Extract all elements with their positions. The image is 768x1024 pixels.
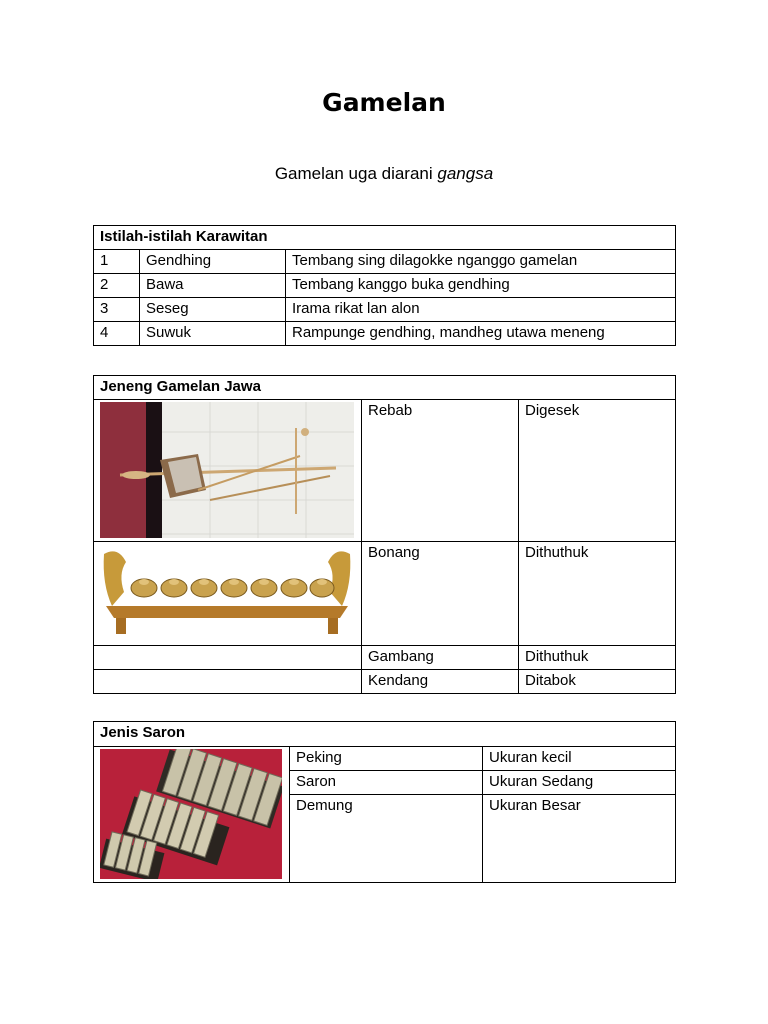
table-row [94,670,676,694]
subtitle-emphasis: gangsa [437,164,494,183]
jeneng-header: Jeneng Gamelan Jawa [94,376,676,400]
empty-image-cell [94,670,362,694]
jenis-saron-table [93,721,676,883]
table-row [94,274,676,298]
term-cell: Gendhing [140,250,286,274]
meaning-cell: Irama rikat lan alon [286,298,676,322]
saron-name: Saron [290,771,483,795]
bonang-image [94,542,362,646]
instrument-play: Dithuthuk [519,646,676,670]
term-cell: Suwuk [140,322,286,346]
row-number: 1 [94,250,140,274]
meaning-cell: Tembang kanggo buka gendhing [286,274,676,298]
saron-size: Ukuran Sedang [483,771,676,795]
saron-size: Ukuran kecil [483,747,676,771]
table-row [94,542,676,646]
meaning-cell: Rampunge gendhing, mandheg utawa meneng [286,322,676,346]
page-title: Gamelan [322,88,446,117]
karawitan-table [93,225,676,346]
saron-name: Demung [290,795,483,883]
saron-size: Ukuran Besar [483,795,676,883]
table-row [94,298,676,322]
table-row [94,322,676,346]
table-row [94,747,676,771]
instrument-name: Gambang [362,646,519,670]
row-number: 2 [94,274,140,298]
meaning-cell: Tembang sing dilagokke nganggo gamelan [286,250,676,274]
rebab-photo [100,402,354,538]
instrument-name: Rebab [362,400,519,542]
instrument-play: Ditabok [519,670,676,694]
page-subtitle [0,164,768,184]
term-cell: Seseg [140,298,286,322]
instrument-name: Bonang [362,542,519,646]
table-row [94,646,676,670]
instrument-play: Digesek [519,400,676,542]
term-cell: Bawa [140,274,286,298]
saron-header: Jenis Saron [94,722,676,747]
saron-image [94,747,290,883]
rebab-image [94,400,362,542]
table-row [94,400,676,542]
empty-image-cell [94,646,362,670]
saron-name: Peking [290,747,483,771]
karawitan-header: Istilah-istilah Karawitan [94,226,676,250]
jeneng-gamelan-table [93,375,676,694]
instrument-play: Dithuthuk [519,542,676,646]
bonang-photo [100,544,354,642]
saron-photo [100,749,282,879]
row-number: 4 [94,322,140,346]
table-row [94,250,676,274]
instrument-name: Kendang [362,670,519,694]
row-number: 3 [94,298,140,322]
subtitle-text: Gamelan uga diarani [274,164,438,183]
